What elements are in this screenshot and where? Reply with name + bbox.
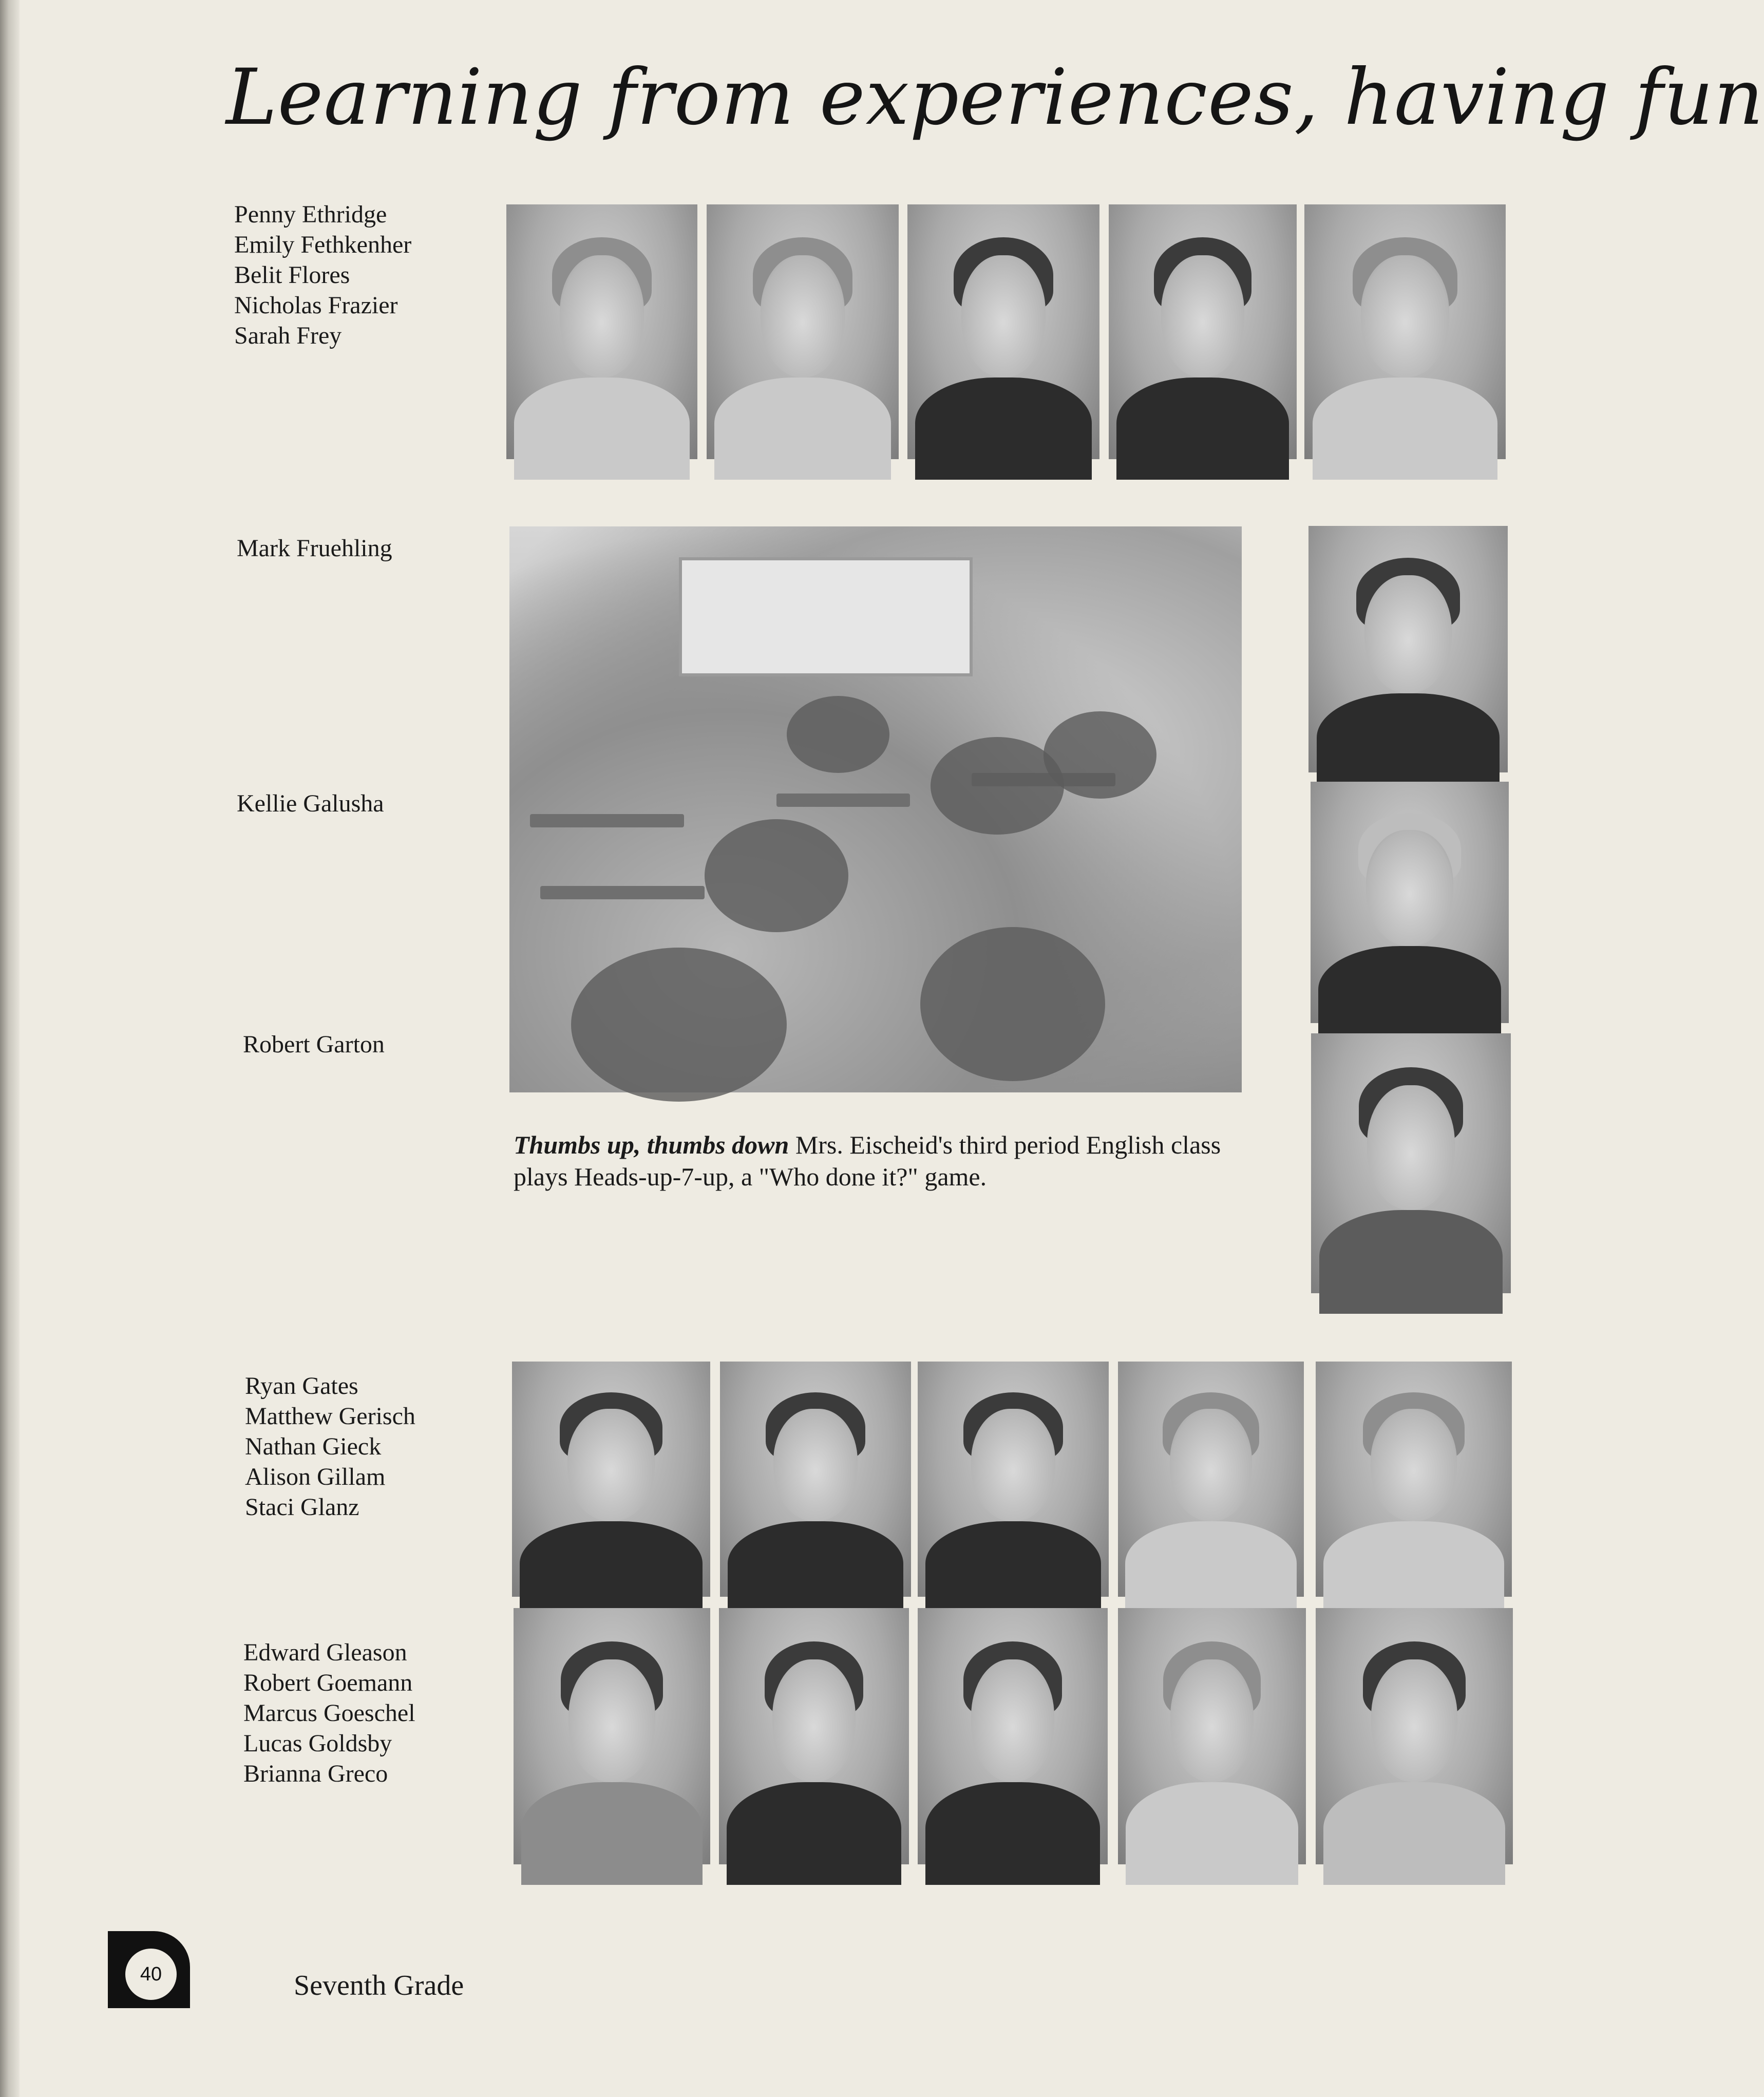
- student-name: Marcus Goeschel: [243, 1699, 415, 1727]
- student-name: Belit Flores: [234, 261, 350, 289]
- student-name: Nathan Gieck: [245, 1433, 382, 1460]
- student-portrait: [907, 204, 1099, 459]
- page-binding-edge: [0, 0, 20, 2097]
- student-name: Alison Gillam: [245, 1463, 386, 1490]
- student-name: Staci Glanz: [245, 1494, 359, 1521]
- student-portrait: [719, 1608, 909, 1864]
- student-portrait: [512, 1362, 710, 1597]
- caption-lead: Thumbs up, thumbs down: [514, 1130, 789, 1159]
- student-portrait: [1311, 1033, 1511, 1293]
- student-name: Penny Ethridge: [234, 201, 387, 228]
- student-portrait: [1109, 204, 1297, 459]
- student-name: Matthew Gerisch: [245, 1403, 415, 1430]
- student-name: Brianna Greco: [243, 1760, 388, 1787]
- student-name: Robert Goemann: [243, 1669, 413, 1696]
- photo-caption: [514, 1129, 1243, 1193]
- student-portrait: [918, 1608, 1108, 1864]
- student-portrait: [720, 1362, 911, 1597]
- row2-name-list: [245, 1371, 415, 1522]
- section-label: Seventh Grade: [294, 1970, 464, 2001]
- student-portrait: [707, 204, 899, 459]
- student-name: Lucas Goldsby: [243, 1730, 392, 1757]
- student-name: Ryan Gates: [245, 1372, 358, 1400]
- classroom-candid-photo: [509, 526, 1242, 1092]
- student-portrait: [506, 204, 697, 459]
- student-portrait: [1118, 1608, 1306, 1864]
- page-title: Learning from experiences, having fun: [226, 53, 1764, 142]
- row1-name-list: [234, 199, 411, 351]
- student-name: Nicholas Frazier: [234, 292, 398, 319]
- student-name: Robert Garton: [243, 1031, 385, 1058]
- student-portrait: [918, 1362, 1109, 1597]
- student-name: Kellie Galusha: [237, 790, 384, 817]
- student-portrait: [1316, 1362, 1512, 1597]
- student-portrait: [514, 1608, 710, 1864]
- student-name: Mark Fruehling: [237, 535, 392, 562]
- page-number: 40: [123, 1947, 179, 2002]
- student-portrait: [1304, 204, 1506, 459]
- student-name: Edward Gleason: [243, 1639, 407, 1666]
- student-portrait: [1118, 1362, 1304, 1597]
- student-portrait: [1316, 1608, 1513, 1864]
- student-name: Sarah Frey: [234, 322, 342, 349]
- student-portrait: [1308, 526, 1508, 772]
- student-portrait: [1311, 782, 1509, 1023]
- student-name: Emily Fethkenher: [234, 231, 412, 258]
- row3-name-list: [243, 1637, 415, 1789]
- caption-text: Mrs. Eischeid's third period English class plays Heads-up-7-up, a "Who done it?" game.: [514, 1130, 1221, 1191]
